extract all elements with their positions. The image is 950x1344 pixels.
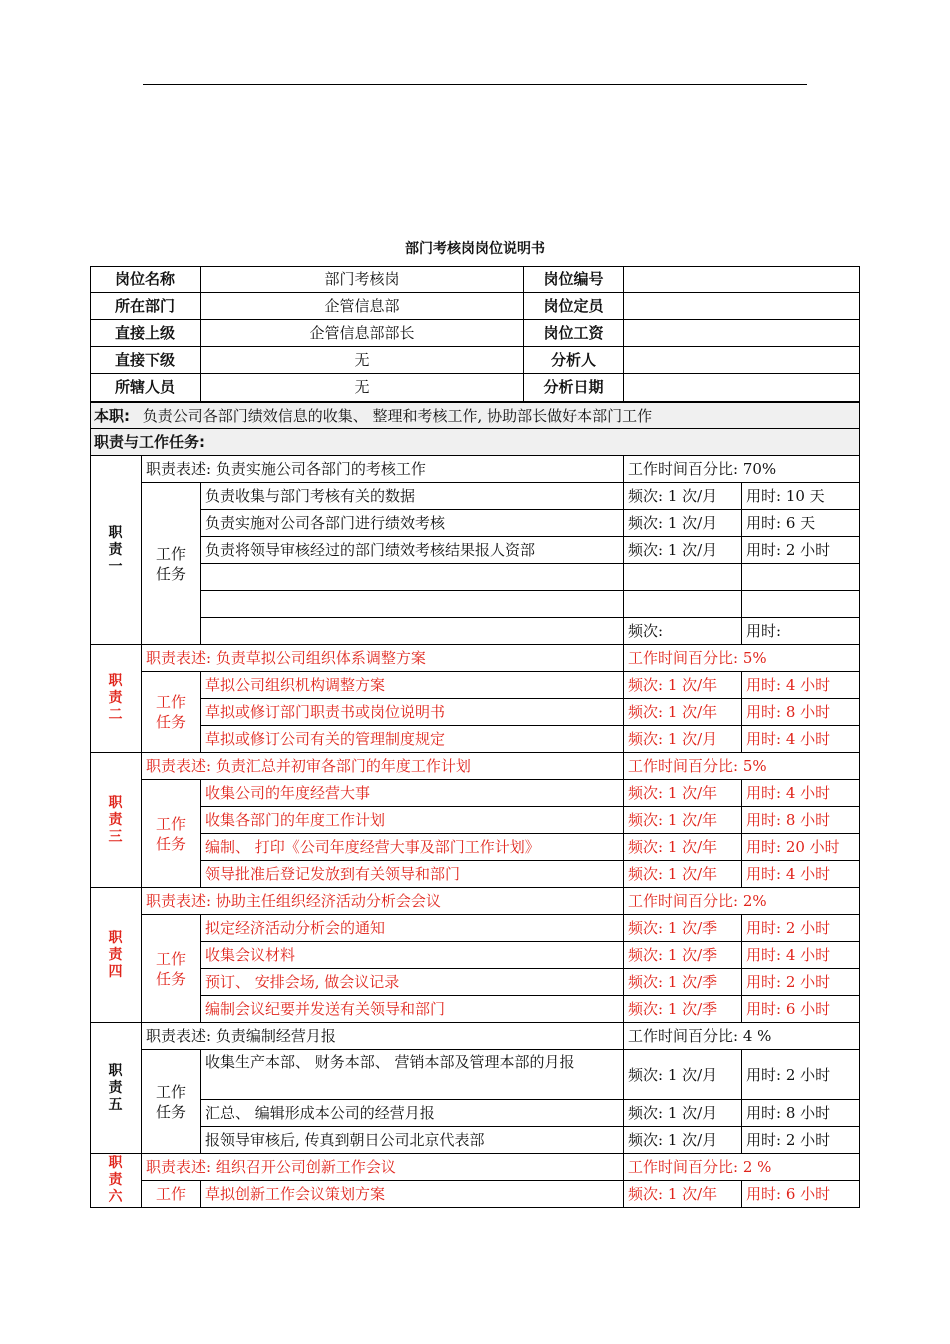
label-supervisor: 直接上级 [90, 320, 201, 347]
task-row-text [201, 591, 624, 618]
duty-3-task-label: 工作任务 [142, 780, 201, 888]
label-analysis-date: 分析日期 [524, 374, 624, 402]
task-row-duration: 用时: 20 小时 [742, 834, 860, 861]
duty-1-statement: 职责表述: 负责实施公司各部门的考核工作 [142, 456, 624, 483]
duty-3-time-percent: 工作时间百分比: 5% [624, 753, 860, 780]
value-position-name: 部门考核岗 [201, 266, 524, 293]
value-department: 企管信息部 [201, 293, 524, 320]
task-row-text [201, 618, 624, 645]
task-row-frequency: 频次: 1 次/年 [624, 780, 742, 807]
value-analyst [624, 347, 860, 374]
value-position-code [624, 266, 860, 293]
task-row-frequency: 频次: 1 次/年 [624, 861, 742, 888]
duty-5-task-label: 工作任务 [142, 1050, 201, 1154]
task-row-frequency: 频次: 1 次/年 [624, 807, 742, 834]
task-row-text: 汇总、 编辑形成本公司的经营月报 [201, 1100, 624, 1127]
task-row-text: 报领导审核后, 传真到朝日公司北京代表部 [201, 1127, 624, 1154]
task-row-frequency: 频次: 1 次/年 [624, 699, 742, 726]
job-description-table [90, 266, 860, 1208]
duty-6-time-percent: 工作时间百分比: 2 % [624, 1154, 860, 1181]
task-row-frequency: 频次: 1 次/年 [624, 672, 742, 699]
task-row-duration: 用时: 8 小时 [742, 699, 860, 726]
task-row-duration: 用时: 2 小时 [742, 969, 860, 996]
duty-1-label: 职 责 一 [90, 456, 142, 645]
duty-6-label: 职 责 六 [90, 1154, 142, 1208]
duty-1-task-label: 工作任务 [142, 483, 201, 645]
task-row-text: 草拟创新工作会议策划方案 [201, 1181, 624, 1208]
task-row-text: 收集会议材料 [201, 942, 624, 969]
duty-6-statement: 职责表述: 组织召开公司创新工作会议 [142, 1154, 624, 1181]
header-rule [143, 84, 807, 85]
task-row-text: 编制、 打印《公司年度经营大事及部门工作计划》 [201, 834, 624, 861]
value-headcount [624, 293, 860, 320]
duty-5-time-percent: 工作时间百分比: 4 % [624, 1023, 860, 1050]
duty-3-statement: 职责表述: 负责汇总并初审各部门的年度工作计划 [142, 753, 624, 780]
task-row-duration: 用时: 4 小时 [742, 672, 860, 699]
label-salary: 岗位工资 [524, 320, 624, 347]
task-row-duration: 用时: 2 小时 [742, 1127, 860, 1154]
task-row-frequency: 频次: 1 次/月 [624, 510, 742, 537]
duty-4-statement: 职责表述: 协助主任组织经济活动分析会会议 [142, 888, 624, 915]
task-row-text: 收集公司的年度经营大事 [201, 780, 624, 807]
duty-5-label: 职 责 五 [90, 1023, 142, 1154]
label-department: 所在部门 [90, 293, 201, 320]
label-analyst: 分析人 [524, 347, 624, 374]
main-duty-row [90, 402, 860, 429]
label-headcount: 岗位定员 [524, 293, 624, 320]
task-row-duration: 用时: 2 小时 [742, 915, 860, 942]
task-row-duration: 用时: 6 小时 [742, 1181, 860, 1208]
task-row-duration: 用时: 4 小时 [742, 726, 860, 753]
main-duty-label: 本职: [94, 407, 130, 425]
task-row-frequency: 频次: 1 次/季 [624, 915, 742, 942]
task-row-text: 预订、 安排会场, 做会议记录 [201, 969, 624, 996]
task-row-duration: 用时: 6 天 [742, 510, 860, 537]
duty-3-label: 职 责 三 [90, 753, 142, 888]
task-row-frequency [624, 564, 742, 591]
task-row-text: 草拟公司组织机构调整方案 [201, 672, 624, 699]
task-row-duration: 用时: 2 小时 [742, 537, 860, 564]
label-subordinates: 直接下级 [90, 347, 201, 374]
task-row-duration: 用时: 6 小时 [742, 996, 860, 1023]
task-row-frequency: 频次: 1 次/年 [624, 1181, 742, 1208]
value-staff: 无 [201, 374, 524, 402]
main-duty-text: 负责公司各部门绩效信息的收集、 整理和考核工作, 协助部长做好本部门工作 [142, 407, 653, 425]
duty-2-task-label: 工作任务 [142, 672, 201, 753]
task-row-frequency: 频次: 1 次/月 [624, 483, 742, 510]
task-row-text: 拟定经济活动分析会的通知 [201, 915, 624, 942]
label-position-code: 岗位编号 [524, 266, 624, 293]
task-row-frequency [624, 591, 742, 618]
duty-2-statement: 职责表述: 负责草拟公司组织体系调整方案 [142, 645, 624, 672]
task-row-frequency: 频次: 1 次/月 [624, 1100, 742, 1127]
duty-2-label: 职 责 二 [90, 645, 142, 753]
duty-6-task-label: 工作 [142, 1181, 201, 1208]
task-row-text [201, 564, 624, 591]
duty-1-time-percent: 工作时间百分比: 70% [624, 456, 860, 483]
task-row-frequency: 频次: 1 次/年 [624, 834, 742, 861]
duty-5-statement: 职责表述: 负责编制经营月报 [142, 1023, 624, 1050]
task-row-text: 收集生产本部、 财务本部、 营销本部及管理本部的月报 [201, 1050, 624, 1100]
task-row-frequency: 频次: [624, 618, 742, 645]
task-row-duration: 用时: 4 小时 [742, 861, 860, 888]
task-row-text: 草拟或修订公司有关的管理制度规定 [201, 726, 624, 753]
task-row-duration: 用时: 8 小时 [742, 807, 860, 834]
task-row-text: 负责实施对公司各部门进行绩效考核 [201, 510, 624, 537]
task-row-text: 收集各部门的年度工作计划 [201, 807, 624, 834]
duty-4-label: 职 责 四 [90, 888, 142, 1023]
task-row-text: 领导批准后登记发放到有关领导和部门 [201, 861, 624, 888]
document-title: 部门考核岗岗位说明书 [405, 241, 545, 257]
value-salary [624, 320, 860, 347]
task-row-text: 负责将领导审核经过的部门绩效考核结果报人资部 [201, 537, 624, 564]
label-staff: 所辖人员 [90, 374, 201, 402]
section-heading: 职责与工作任务: [90, 429, 860, 456]
task-row-frequency: 频次: 1 次/月 [624, 726, 742, 753]
task-row-duration: 用时: 8 小时 [742, 1100, 860, 1127]
task-row-text: 编制会议纪要并发送有关领导和部门 [201, 996, 624, 1023]
task-row-duration: 用时: [742, 618, 860, 645]
value-subordinates: 无 [201, 347, 524, 374]
task-row-frequency: 频次: 1 次/月 [624, 537, 742, 564]
duty-2-time-percent: 工作时间百分比: 5% [624, 645, 860, 672]
task-row-duration: 用时: 4 小时 [742, 780, 860, 807]
duty-4-task-label: 工作任务 [142, 915, 201, 1023]
value-supervisor: 企管信息部部长 [201, 320, 524, 347]
task-row-duration: 用时: 4 小时 [742, 942, 860, 969]
task-row-duration [742, 591, 860, 618]
task-row-text: 负责收集与部门考核有关的数据 [201, 483, 624, 510]
label-position-name: 岗位名称 [90, 266, 201, 293]
task-row-frequency: 频次: 1 次/季 [624, 969, 742, 996]
task-row-duration: 用时: 2 小时 [742, 1050, 860, 1100]
task-row-duration [742, 564, 860, 591]
task-row-text: 草拟或修订部门职责书或岗位说明书 [201, 699, 624, 726]
task-row-frequency: 频次: 1 次/月 [624, 1127, 742, 1154]
value-analysis-date [624, 374, 860, 402]
task-row-frequency: 频次: 1 次/月 [624, 1050, 742, 1100]
task-row-frequency: 频次: 1 次/季 [624, 942, 742, 969]
duty-4-time-percent: 工作时间百分比: 2% [624, 888, 860, 915]
task-row-frequency: 频次: 1 次/季 [624, 996, 742, 1023]
task-row-duration: 用时: 10 天 [742, 483, 860, 510]
